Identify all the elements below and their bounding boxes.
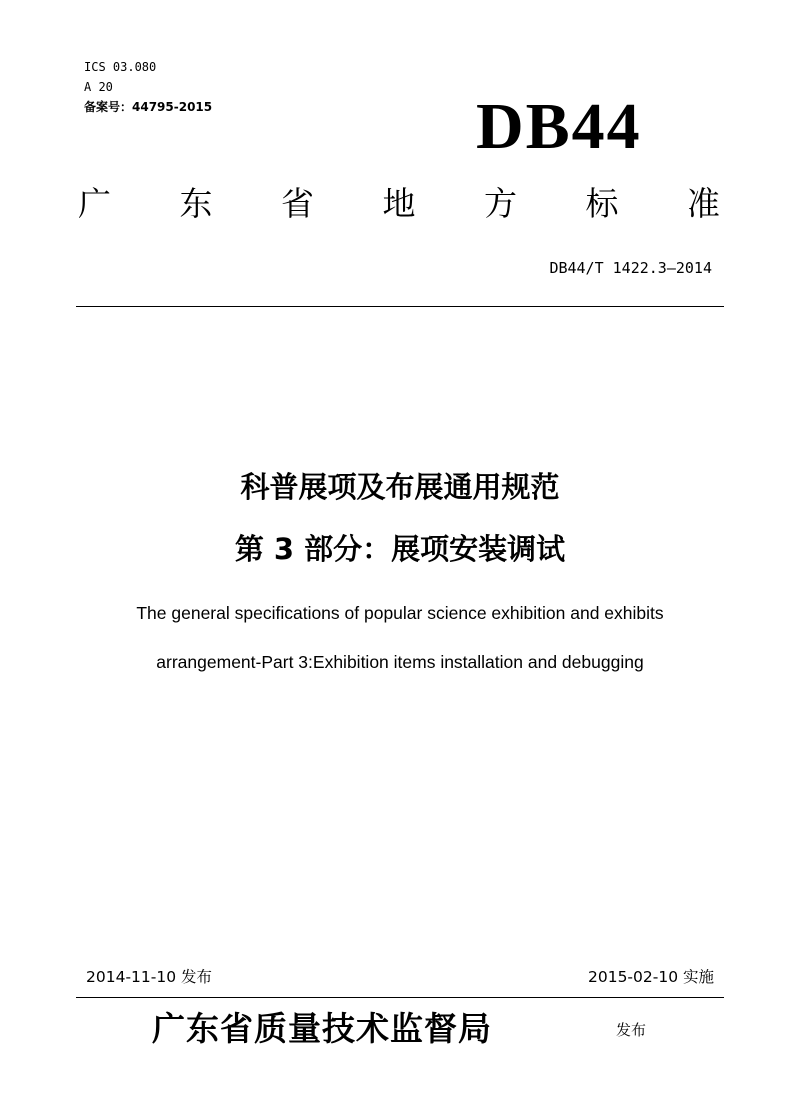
standard-type-char: 省 bbox=[281, 184, 314, 223]
title-english-line-1: The general specifications of popular science exhibition and exhibits bbox=[136, 603, 664, 623]
title-chinese-line-1: 科普展项及布展通用规范 bbox=[240, 470, 560, 504]
standard-type-char: 东 bbox=[179, 184, 213, 223]
top-divider bbox=[76, 306, 724, 307]
filing-number: 备案号：44795-2015 bbox=[84, 100, 213, 114]
standard-type-char: 方 bbox=[484, 184, 517, 223]
ccs-code: A 20 bbox=[84, 80, 113, 94]
issue-date: 2014-11-10 发布 bbox=[86, 968, 213, 986]
implementation-date: 2015-02-10 实施 bbox=[587, 968, 714, 986]
issuer-suffix: 发布 bbox=[616, 1021, 647, 1039]
title-english-line-2: arrangement-Part 3:Exhibition items installation and debugging bbox=[156, 652, 644, 672]
bottom-divider bbox=[76, 997, 724, 998]
standard-logo: DB44 bbox=[476, 90, 642, 163]
standard-code: DB44/T 1422.3—2014 bbox=[549, 259, 712, 277]
standard-type-char: 标 bbox=[585, 184, 619, 223]
standard-type-heading bbox=[78, 182, 720, 226]
standard-type-char: 准 bbox=[687, 184, 720, 223]
title-chinese-line-2: 第 3 部分：展项安装调试 bbox=[234, 532, 566, 566]
standard-type-char: 地 bbox=[382, 184, 416, 223]
standard-type-char: 广 bbox=[78, 184, 111, 223]
issuer-name: 广东省质量技术监督局 bbox=[152, 1009, 492, 1048]
ics-code: ICS 03.080 bbox=[84, 60, 157, 74]
